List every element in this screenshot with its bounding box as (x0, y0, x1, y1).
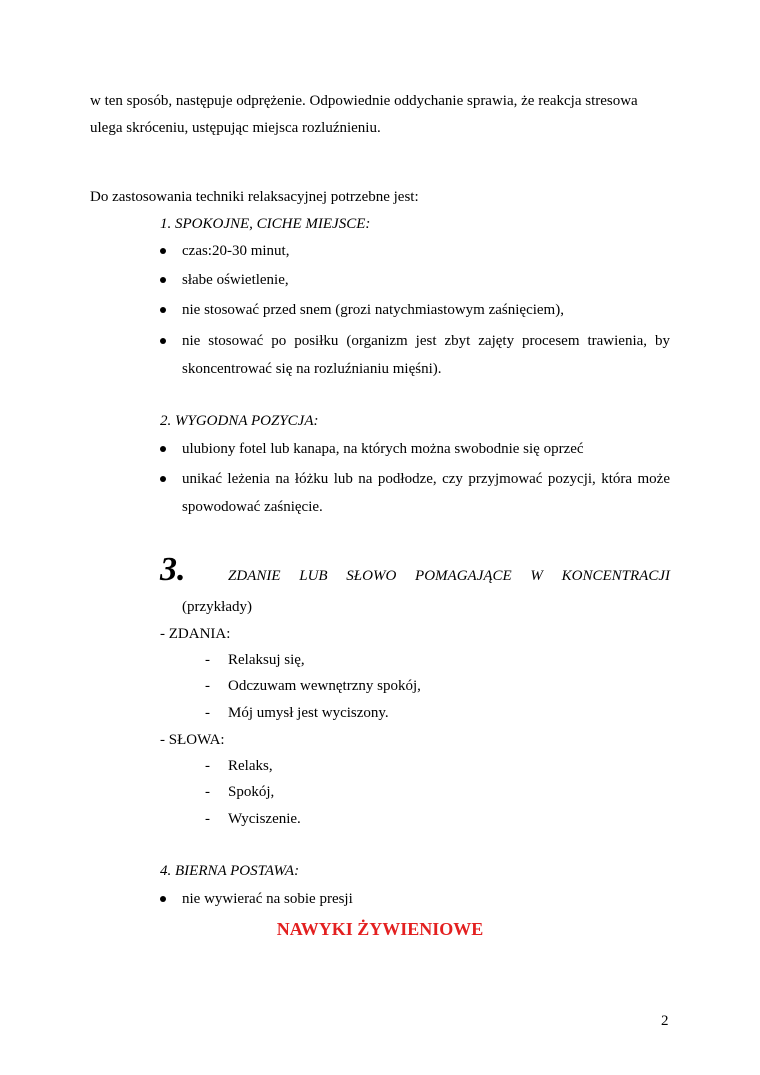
section-1-item: nie stosować po posiłku (organizm jest zbyt zajęty procesem trawienia, by (182, 333, 670, 349)
dash-marker: - (205, 784, 210, 800)
lead-sentence: Do zastosowania techniki relaksacyjnej potrzebne jest: (90, 189, 419, 205)
nutrition-heading: NAWYKI ŻYWIENIOWE (276, 919, 484, 939)
section-2-item: ulubiony fotel lub kanapa, na których można swobodnie się oprzeć (182, 441, 584, 457)
bullet-icon (160, 476, 166, 482)
dash-marker: - (205, 758, 210, 774)
zdania-label: - ZDANIA: (160, 626, 231, 642)
section-4-title: 4. BIERNA POSTAWA: (160, 863, 300, 879)
section-3-subtitle: (przykłady) (182, 599, 252, 615)
section-2-item: unikać leżenia na łóżku lub na podłodze, czy przyjmować pozycji, która może (182, 471, 670, 487)
slowo-item: Spokój, (228, 784, 275, 800)
section-1-title: 1. SPOKOJNE, CICHE MIEJSCE: (160, 216, 371, 232)
zdanie-item: Mój umysł jest wyciszony. (228, 705, 389, 721)
section-4-item: nie wywierać na sobie presji (182, 891, 353, 907)
section-3-number: 3. (160, 551, 186, 588)
bullet-icon (160, 277, 166, 283)
zdanie-item: Odczuwam wewnętrzny spokój, (228, 678, 421, 694)
section-1-item: słabe oświetlenie, (182, 272, 289, 288)
slowo-item: Relaks, (228, 758, 273, 774)
bullet-icon (160, 307, 166, 313)
section-1-item: czas:20-30 minut, (182, 243, 290, 259)
bullet-icon (160, 338, 166, 344)
slowo-item: Wyciszenie. (228, 811, 301, 827)
zdanie-item: Relaksuj się, (228, 652, 305, 668)
slowa-label: - SŁOWA: (160, 732, 225, 748)
bullet-icon (160, 896, 166, 902)
section-3-title: ZDANIE LUB SŁOWO POMAGAJĄCE W KONCENTRACJI (228, 568, 670, 584)
dash-marker: - (205, 652, 210, 668)
intro-line-2: ulega skróceniu, ustępując miejsca rozluźnieniu. (90, 120, 381, 136)
intro-line-1: w ten sposób, następuje odprężenie. Odpowiednie oddychanie sprawia, że reakcja stresowa (90, 93, 638, 109)
bullet-icon (160, 446, 166, 452)
dash-marker: - (205, 811, 210, 827)
dash-marker: - (205, 705, 210, 721)
section-1-item: nie stosować przed snem (grozi natychmiastowym zaśnięciem), (182, 302, 564, 318)
dash-marker: - (205, 678, 210, 694)
section-1-item-continuation: skoncentrować się na rozluźnianiu mięśni). (182, 361, 442, 377)
section-2-item-continuation: spowodować zaśnięcie. (182, 499, 323, 515)
section-2-title: 2. WYGODNA POZYCJA: (160, 413, 319, 429)
bullet-icon (160, 248, 166, 254)
page-number: 2 (661, 1013, 669, 1029)
